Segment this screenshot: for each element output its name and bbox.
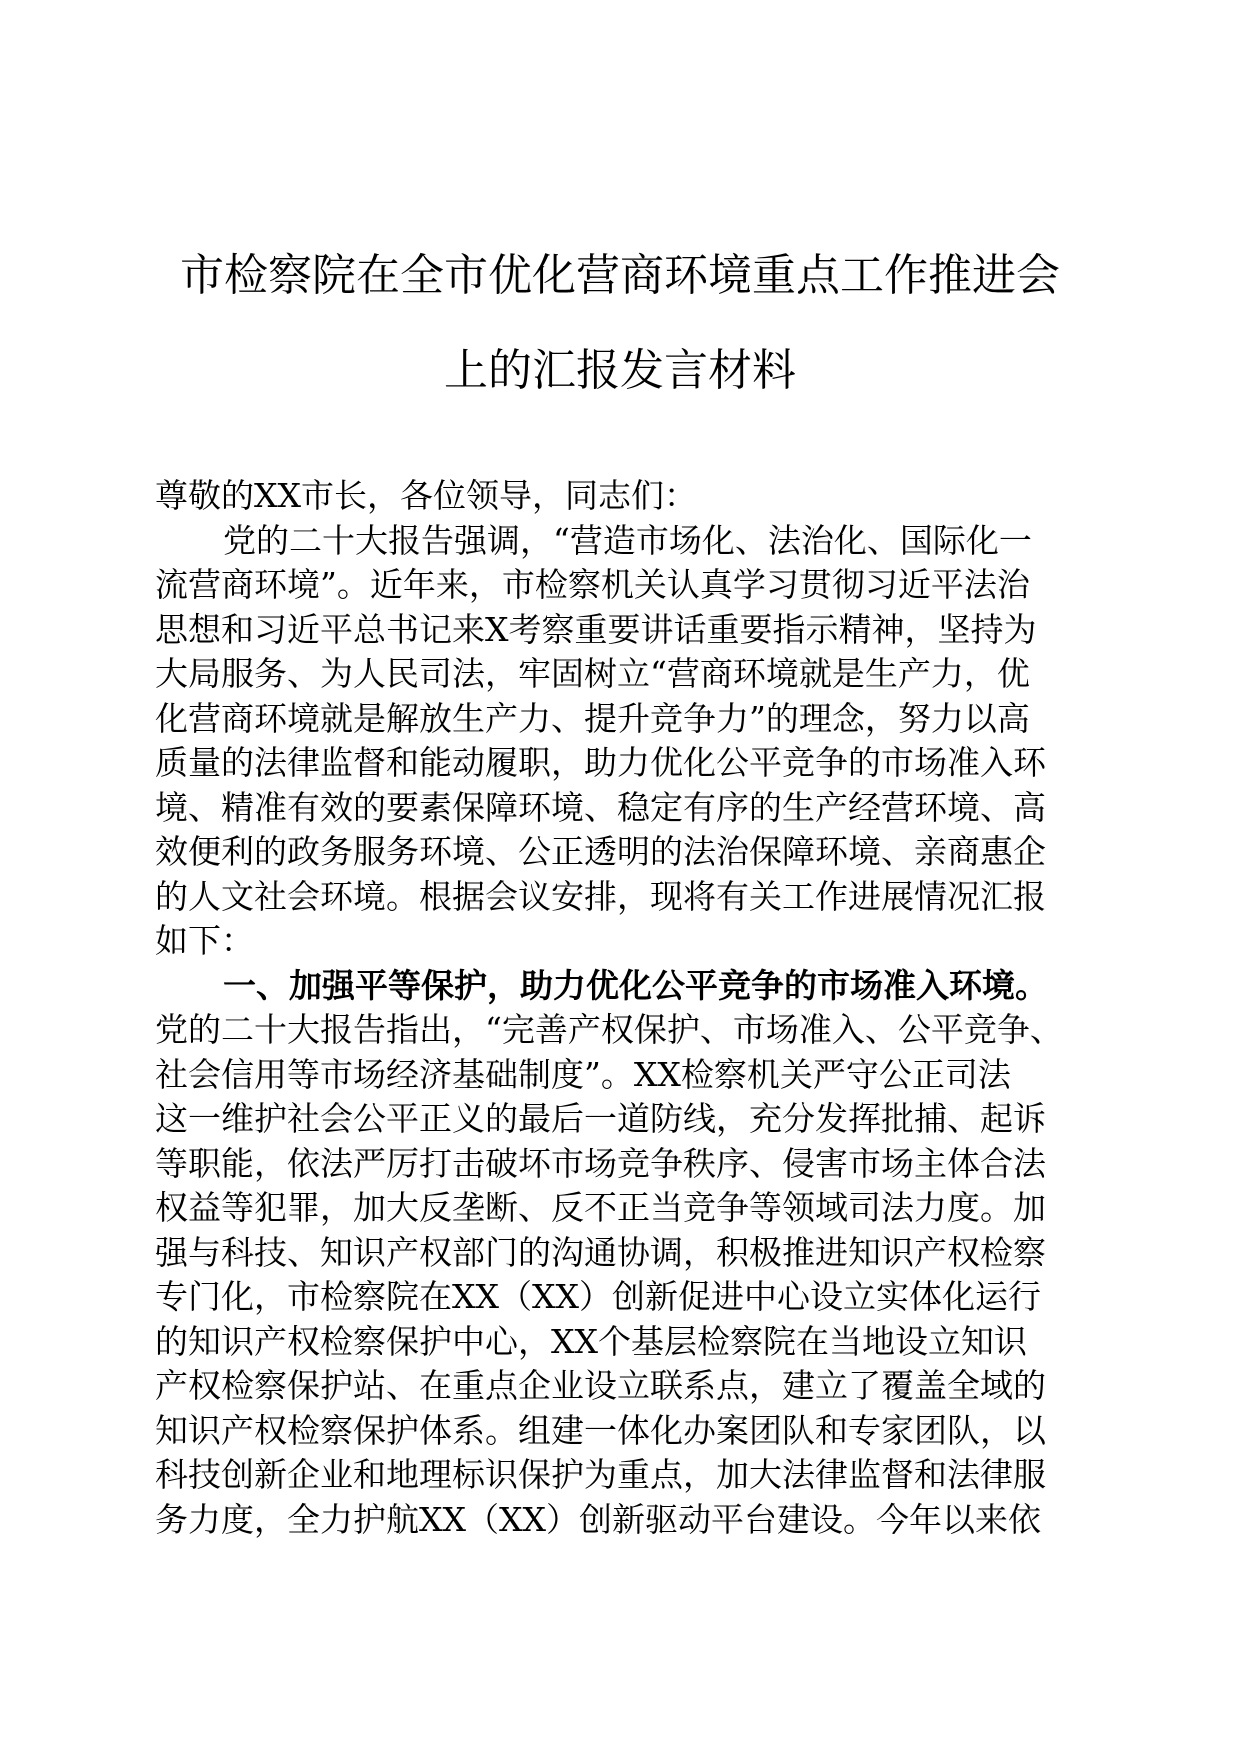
paragraph-1-line: 的人文社会环境。根据会议安排，现将有关工作进展情况汇报 [155,876,1046,916]
paragraph-1-line: 流营商环境”。近年来，市检察机关认真学习贯彻习近平法治 [155,565,1030,604]
section-1-line: 知识产权检察保护体系。组建一体化办案团队和专家团队，以 [155,1410,1046,1450]
salutation: 尊敬的XX市长，各位领导，同志们： [155,476,697,515]
paragraph-1-line: 化营商环境就是解放生产力、提升竞争力”的理念，努力以高 [155,698,1030,738]
section-1-line: 党的二十大报告指出，“完善产权保护、市场准入、公平竞争、 [155,1010,1063,1049]
document-title [130,228,1110,418]
section-1-line: 社会信用等市场经济基础制度”。XX检察机关严守公正司法 [155,1054,1011,1094]
section-1-line: 这一维护社会公平正义的最后一道防线，充分发挥批捕、起诉 [155,1099,1046,1138]
title-line-1: 市检察院在全市优化营商环境重点工作推进会 [180,250,1060,301]
section-1-line: 的知识产权检察保护中心，XX个基层检察院在当地设立知识 [155,1321,1027,1361]
section-1-line: 科技创新企业和地理标识保护为重点，加大法律监督和法律服 [155,1455,1046,1494]
paragraph-1-line: 思想和习近平总书记来X考察重要讲话重要指示精神，坚持为 [155,609,1037,649]
section-1-line: 产权检察保护站、在重点企业设立联系点，建立了覆盖全域的 [155,1366,1046,1405]
paragraph-1-line: 党的二十大报告强调，“营造市场化、法治化、国际化一 [223,520,1032,560]
section-1-line: 强与科技、知识产权部门的沟通协调，积极推进知识产权检察 [155,1232,1046,1272]
paragraph-1-line: 质量的法律监督和能动履职，助力优化公平竞争的市场准入环 [155,743,1046,782]
paragraph-1-line: 境、精准有效的要素保障环境、稳定有序的生产经营环境、高 [155,787,1046,827]
paragraph-1-line: 效便利的政务服务环境、公正透明的法治保障环境、亲商惠企 [155,832,1046,871]
section-1-heading: 一、加强平等保护，助力优化公平竞争的市场准入环境。 [223,965,1048,1005]
section-1-line: 权益等犯罪，加大反垄断、反不正当竞争等领域司法力度。加 [155,1188,1046,1227]
title-line-2: 上的汇报发言材料 [444,345,796,396]
section-1-line: 务力度，全力护航XX（XX）创新驱动平台建设。今年以来依 [155,1499,1041,1539]
section-1-line: 等职能，依法严厉打击破坏市场竞争秩序、侵害市场主体合法 [155,1143,1046,1183]
paragraph-1-line: 大局服务、为人民司法，牢固树立“营商环境就是生产力，优 [155,654,1030,693]
section-1-line: 专门化，市检察院在XX（XX）创新促进中心设立实体化运行 [155,1277,1041,1316]
document-body [155,474,1095,1542]
paragraph-1-line: 如下： [155,921,254,960]
